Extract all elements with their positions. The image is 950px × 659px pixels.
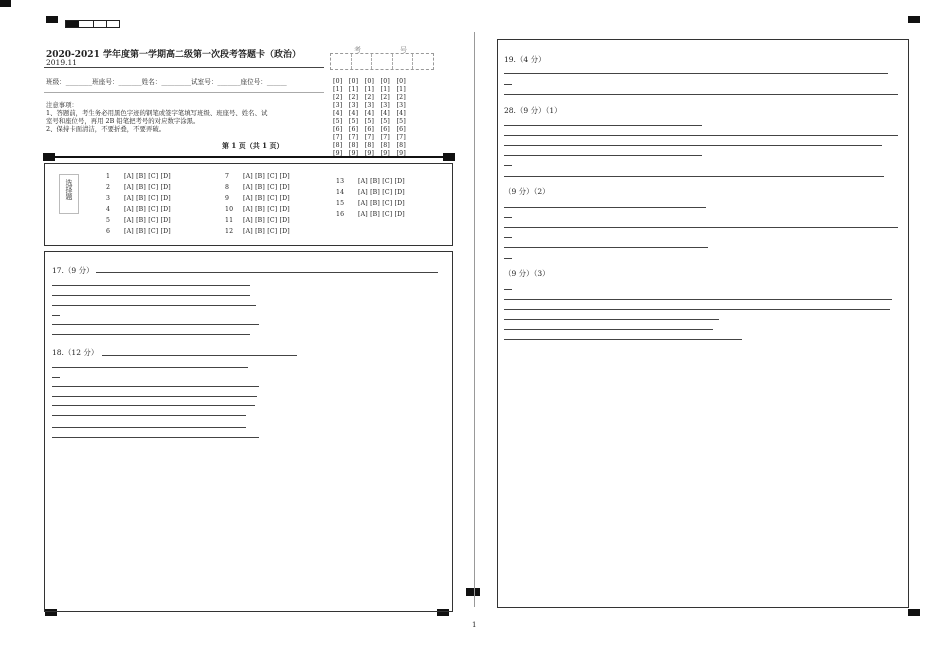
answer-line[interactable] xyxy=(504,84,512,85)
choice-label-box xyxy=(59,174,79,214)
choice-item[interactable]: 7 [A] [B] [C] [D] xyxy=(225,173,290,180)
student-info-line[interactable]: 班级：________班座号：_______姓名：_________试室号：_______座位号：______ xyxy=(46,78,287,86)
answer-line[interactable] xyxy=(52,305,256,306)
page-label: 第 1 页（共 1 页） xyxy=(222,141,284,150)
notice-line: 2、保持卡面清洁，不要折叠，不要弄破。 xyxy=(46,125,166,133)
choice-item[interactable]: 11 [A] [B] [C] [D] xyxy=(225,217,290,224)
answer-line[interactable] xyxy=(504,125,702,126)
answer-line[interactable] xyxy=(52,367,248,368)
notice-line: 室号和座位号，再用 2B 铅笔把考号的对应数字涂黑。 xyxy=(46,117,200,125)
answer-line[interactable] xyxy=(52,386,259,387)
digit-row: [0] [0] [0] [0] [0] xyxy=(333,78,406,85)
digit-row: [9] [9] [9] [9] [9] xyxy=(333,150,406,157)
sync-mark xyxy=(443,153,455,161)
answer-line[interactable] xyxy=(504,73,888,74)
choice-item[interactable]: 6 [A] [B] [C] [D] xyxy=(106,228,171,235)
choice-item[interactable]: 3 [A] [B] [C] [D] xyxy=(106,195,171,202)
answer-line[interactable] xyxy=(504,339,742,340)
answer-line[interactable] xyxy=(504,319,719,320)
choice-item[interactable]: 13 [A] [B] [C] [D] xyxy=(336,178,405,185)
notice-title: 注意事项： xyxy=(46,101,78,109)
answer-line[interactable] xyxy=(52,324,259,325)
choice-item[interactable]: 4 [A] [B] [C] [D] xyxy=(106,206,171,213)
answer-line[interactable] xyxy=(504,247,708,248)
answer-line[interactable] xyxy=(504,94,898,95)
question-28-part-3-label: （9 分）（3） xyxy=(504,269,550,278)
choice-item[interactable]: 1 [A] [B] [C] [D] xyxy=(106,173,171,180)
digit-row: [7] [7] [7] [7] [7] xyxy=(333,134,406,141)
answer-line[interactable] xyxy=(52,415,246,416)
answer-line[interactable] xyxy=(504,135,898,136)
answer-line[interactable] xyxy=(504,309,890,310)
question-19-label: 19.（4 分） xyxy=(504,55,546,64)
choice-label: 选择题 xyxy=(65,179,73,200)
choice-item[interactable]: 16 [A] [B] [C] [D] xyxy=(336,211,405,218)
sync-mark xyxy=(466,588,480,596)
answer-line[interactable] xyxy=(504,289,512,290)
answer-line[interactable] xyxy=(504,258,512,259)
choice-item[interactable]: 14 [A] [B] [C] [D] xyxy=(336,189,405,196)
answer-line[interactable] xyxy=(504,145,882,146)
section-separator xyxy=(55,156,443,158)
answer-line[interactable] xyxy=(96,272,438,273)
question-28-part-2-label: （9 分）（2） xyxy=(504,187,550,196)
answer-line[interactable] xyxy=(504,329,713,330)
sync-mark xyxy=(908,16,920,23)
answer-line[interactable] xyxy=(52,295,250,296)
exam-number-label: 号 xyxy=(400,46,407,54)
answer-line[interactable] xyxy=(52,405,255,406)
answer-line[interactable] xyxy=(504,207,706,208)
digit-row: [2] [2] [2] [2] [2] xyxy=(333,94,406,101)
question-17-label: 17.（9 分） xyxy=(52,266,94,275)
choice-item[interactable]: 15 [A] [B] [C] [D] xyxy=(336,200,405,207)
choice-item[interactable]: 2 [A] [B] [C] [D] xyxy=(106,184,171,191)
digit-row: [5] [5] [5] [5] [5] xyxy=(333,118,406,125)
answer-line[interactable] xyxy=(504,217,512,218)
answer-line[interactable] xyxy=(52,315,60,316)
answer-line[interactable] xyxy=(504,299,892,300)
notice-line: 1、答题前，考生务必用黑色字迹的钢笔或签字笔填写班级、班座号、姓名、试 xyxy=(46,109,268,117)
answer-line[interactable] xyxy=(52,334,250,335)
page-number: 1 xyxy=(472,621,477,629)
answer-line[interactable] xyxy=(52,427,246,428)
question-28-label: 28.（9 分）（1） xyxy=(504,106,562,115)
digit-row: [1] [1] [1] [1] [1] xyxy=(333,86,406,93)
choice-item[interactable]: 10 [A] [B] [C] [D] xyxy=(225,206,290,213)
answer-line[interactable] xyxy=(504,237,512,238)
digit-row: [8] [8] [8] [8] [8] xyxy=(333,142,406,149)
sync-mark xyxy=(908,609,920,616)
answer-line[interactable] xyxy=(504,165,512,166)
sheet-date: 2019.11 xyxy=(46,58,78,66)
answer-line[interactable] xyxy=(52,285,250,286)
sheet-title: 2020-2021 学年度第一学期高二级第一次段考答题卡（政治） xyxy=(46,50,301,60)
sync-mark xyxy=(43,153,55,161)
answer-line[interactable] xyxy=(102,355,297,356)
header-rule xyxy=(44,67,324,68)
answer-line[interactable] xyxy=(52,377,60,378)
page-divider xyxy=(474,32,475,607)
answer-line[interactable] xyxy=(504,155,702,156)
digit-row: [3] [3] [3] [3] [3] xyxy=(333,102,406,109)
corner-mark xyxy=(0,0,11,7)
choice-item[interactable]: 5 [A] [B] [C] [D] xyxy=(106,217,171,224)
header-rule xyxy=(44,92,324,93)
exam-number-boxes[interactable] xyxy=(330,53,434,70)
exam-number-label: 考 xyxy=(354,46,361,54)
choice-item[interactable]: 8 [A] [B] [C] [D] xyxy=(225,184,290,191)
barcode-strip xyxy=(65,20,120,28)
digit-row: [4] [4] [4] [4] [4] xyxy=(333,110,406,117)
answer-line[interactable] xyxy=(504,227,898,228)
answer-line[interactable] xyxy=(504,176,884,177)
answer-line[interactable] xyxy=(52,437,259,438)
digit-row: [6] [6] [6] [6] [6] xyxy=(333,126,406,133)
answer-line[interactable] xyxy=(52,396,257,397)
choice-item[interactable]: 12 [A] [B] [C] [D] xyxy=(225,228,290,235)
choice-item[interactable]: 9 [A] [B] [C] [D] xyxy=(225,195,290,202)
question-18-label: 18.（12 分） xyxy=(52,348,99,357)
sync-mark xyxy=(46,16,58,23)
